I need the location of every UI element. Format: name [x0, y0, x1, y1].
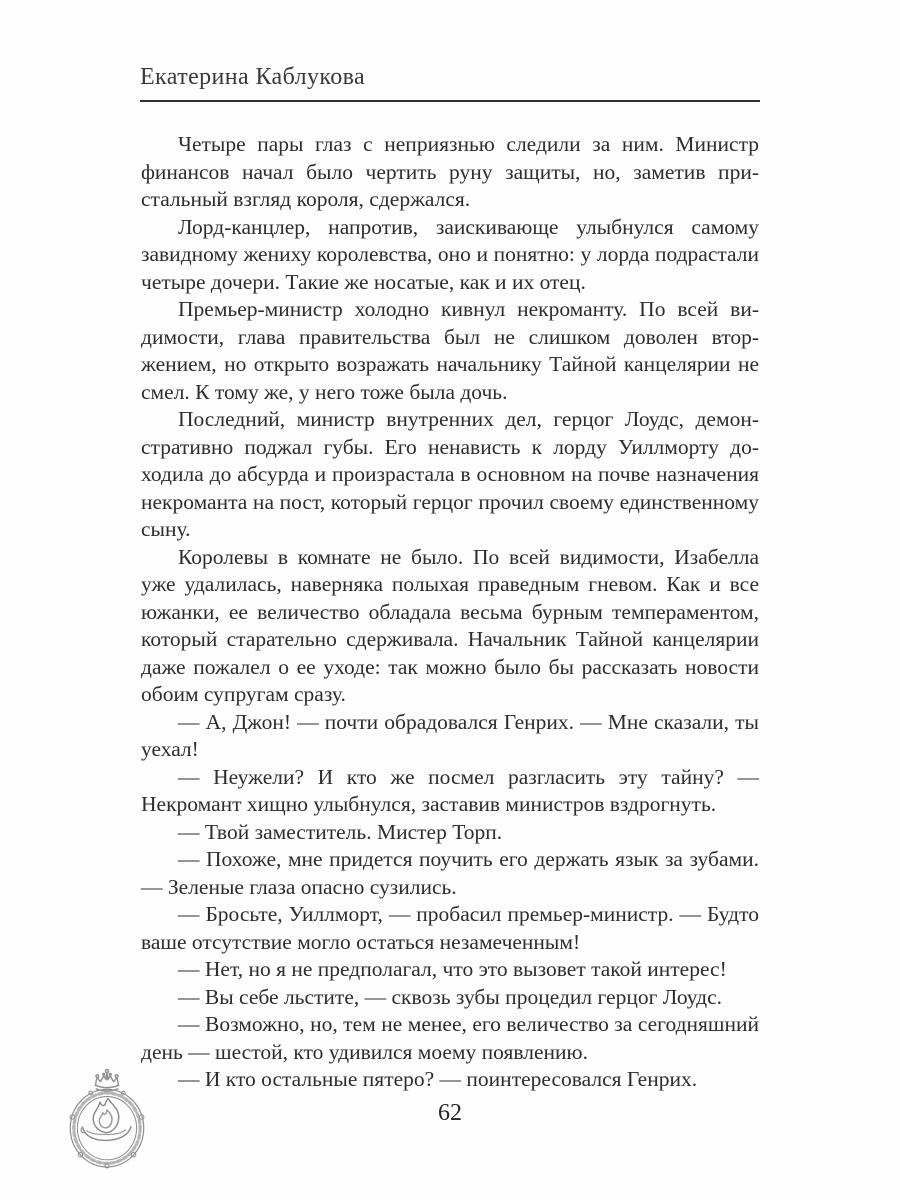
paragraph: — Твой заместитель. Мистер Торп.: [178, 819, 503, 844]
paragraph: Королевы в комнате не было. По всей видимости, Изабелла уже удалилась, наверняка полыхая праведным гневом. Как и все южанки, ее величество обладала весьма бурным темпераментом, который старательно сдерживала. Начальник Тайной канцелярии даже пожалел о ее уходе: так можно было бы рассказать новости обоим супругам сразу.: [141, 544, 759, 706]
paragraph: — Нет, но я не предполагал, что это вызовет такой интерес!: [178, 957, 727, 981]
paragraph: — Возможно, но, тем не менее, его величество за сегодняшний день — шестой, кто удивился моему появлению.: [141, 1012, 759, 1064]
paragraph: — Похоже, мне придется поучить его держать язык за зубами. — Зеленые глаза опасно сузились.: [141, 847, 759, 899]
paragraph: Премьер-министр холодно кивнул некроманту. По всей видимости, глава правительства был не слишком доволен вторжением, но открыто возражать начальнику Тайной канцелярии не смел. К тому же, у него тоже была дочь.: [141, 297, 759, 404]
paragraph: — Неужели? И кто же посмел разгласить эту тайну? — Некромант хищно улыбнулся, заставив министров вздрогнуть.: [141, 764, 759, 816]
paragraph: — А, Джон! — почти обрадовался Генрих. — Мне сказали, ты уехал!: [141, 709, 759, 761]
page-number: 62: [438, 1100, 462, 1126]
paragraph: Лорд-канцлер, напротив, заискивающе улыбнулся самому завидному жениху королевства, оно и понятно: у лорда подрастали четыре дочери. Такие же носатые, как и их отец.: [141, 214, 759, 294]
running-head: [140, 64, 760, 102]
crown-flame-wreath-icon: [62, 1068, 152, 1170]
paragraph: Четыре пары глаз с неприязнью следили за ним. Министр финансов начал было чертить руну защиты, но, заметив пристальный взгляд короля, сдержался.: [141, 132, 759, 211]
paragraph: — Бросьте, Уиллморт, — пробасил премьер-министр. — Будто ваше отсутствие могло остаться незамеченным!: [141, 902, 759, 954]
paragraph: — И кто остальные пятеро? — поинтересовался Генрих.: [178, 1067, 698, 1091]
paragraph: Последний, министр внутренних дел, герцог Лоудс, демонстративно поджал губы. Его ненависть к лорду Уиллморту доходила до абсурда и произрастала в основном на почве назначения некроманта на пост, который герцог прочил своему единственному сыну.: [141, 407, 759, 541]
running-head-author: Екатерина Каблукова: [140, 64, 366, 90]
body-text: [141, 131, 759, 1094]
publisher-emblem: [62, 1068, 152, 1170]
paragraph: — Вы себе льстите, — сквозь зубы процедил герцог Лоудс.: [178, 984, 723, 1009]
